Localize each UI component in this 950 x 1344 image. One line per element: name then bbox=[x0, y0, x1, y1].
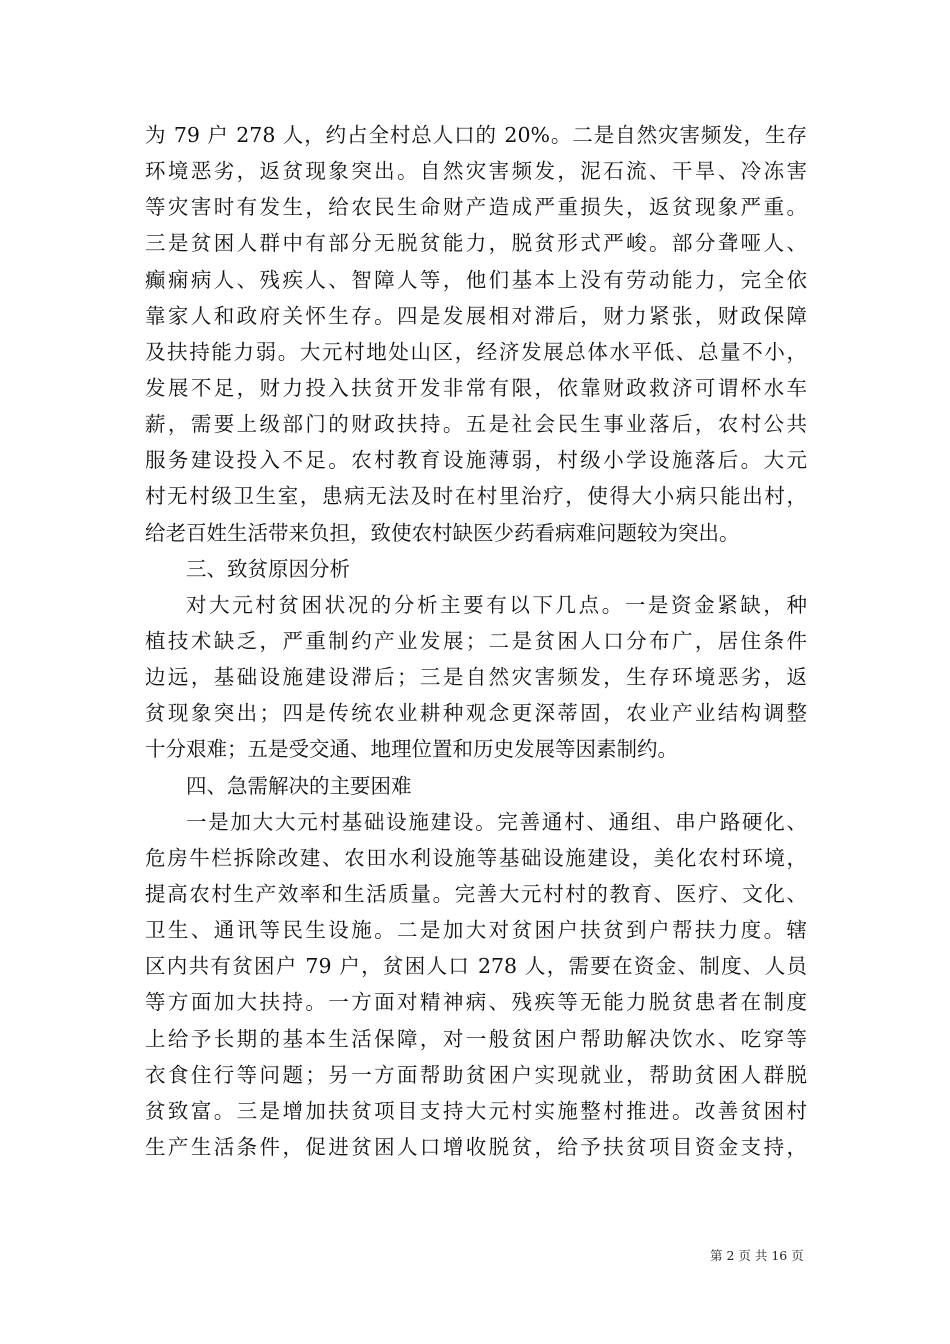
body-line: 危房牛栏拆除改建、农田水利设施等基础设施建设，美化农村环境， bbox=[145, 845, 807, 870]
body-line: 等方面加大扶持。一方面对精神病、残疾等无能力脱贫患者在制度 bbox=[145, 990, 807, 1015]
body-line: 区内共有贫困户 79 户，贫困人口 278 人，需要在资金、制度、人员 bbox=[145, 954, 807, 979]
body-line: 边远，基础设施建设滞后；三是自然灾害频发，生存环境恶劣，返 bbox=[145, 665, 807, 690]
body-line: 村无村级卫生室，患病无法及时在村里治疗，使得大小病只能出村， bbox=[145, 484, 807, 509]
body-line: 一是加大大元村基础设施建设。完善通村、通组、串户路硬化、 bbox=[186, 809, 807, 834]
section-heading-4: 四、急需解决的主要困难 bbox=[186, 773, 412, 798]
body-line: 给老百姓生活带来负担，致使农村缺医少药看病难问题较为突出。 bbox=[145, 520, 740, 545]
body-line: 服务建设投入不足。农村教育设施薄弱，村级小学设施落后。大元 bbox=[145, 448, 807, 473]
section-heading-3: 三、致贫原因分析 bbox=[186, 556, 350, 581]
body-line: 及扶持能力弱。大元村地处山区，经济发展总体水平低、总量不小， bbox=[145, 339, 807, 364]
body-line: 贫现象突出；四是传统农业耕种观念更深蒂固，农业产业结构调整 bbox=[145, 701, 807, 726]
body-line: 发展不足，财力投入扶贫开发非常有限，依靠财政救济可谓杯水车 bbox=[145, 375, 807, 400]
body-line: 对大元村贫困状况的分析主要有以下几点。一是资金紧缺，种 bbox=[186, 592, 807, 617]
body-line: 衣食住行等问题；另一方面帮助贫困户实现就业，帮助贫困人群脱 bbox=[145, 1062, 807, 1087]
body-line: 十分艰难；五是受交通、地理位置和历史发展等因素制约。 bbox=[145, 737, 678, 762]
body-line: 癫痫病人、残疾人、智障人等，他们基本上没有劳动能力，完全依 bbox=[145, 267, 807, 292]
body-line: 环境恶劣，返贫现象突出。自然灾害频发，泥石流、干旱、冷冻害 bbox=[145, 159, 807, 184]
body-line: 等灾害时有发生，给农民生命财产造成严重损失，返贫现象严重。 bbox=[145, 195, 807, 220]
body-line: 生产生活条件，促进贫困人口增收脱贫，给予扶贫项目资金支持， bbox=[145, 1134, 807, 1159]
body-line: 贫致富。三是增加扶贫项目支持大元村实施整村推进。改善贫困村 bbox=[145, 1098, 807, 1123]
body-line: 提高农村生产效率和生活质量。完善大元村村的教育、医疗、文化、 bbox=[145, 881, 807, 906]
document-body bbox=[145, 117, 807, 1165]
body-line: 植技术缺乏，严重制约产业发展；二是贫困人口分布广，居住条件 bbox=[145, 628, 807, 653]
body-line: 三是贫困人群中有部分无脱贫能力，脱贫形式严峻。部分聋哑人、 bbox=[145, 231, 807, 256]
body-line: 上给予长期的基本生活保障，对一般贫困户帮助解决饮水、吃穿等 bbox=[145, 1026, 807, 1051]
page-number: 第 2 页 共 16 页 bbox=[710, 1248, 804, 1263]
body-line: 薪，需要上级部门的财政扶持。五是社会民生事业落后，农村公共 bbox=[145, 412, 807, 437]
body-line: 靠家人和政府关怀生存。四是发展相对滞后，财力紧张，财政保障 bbox=[145, 303, 807, 328]
body-line: 为 79 户 278 人，约占全村总人口的 20%。二是自然灾害频发，生存 bbox=[145, 123, 807, 147]
body-line: 卫生、通讯等民生设施。二是加大对贫困户扶贫到户帮扶力度。辖 bbox=[145, 918, 807, 943]
